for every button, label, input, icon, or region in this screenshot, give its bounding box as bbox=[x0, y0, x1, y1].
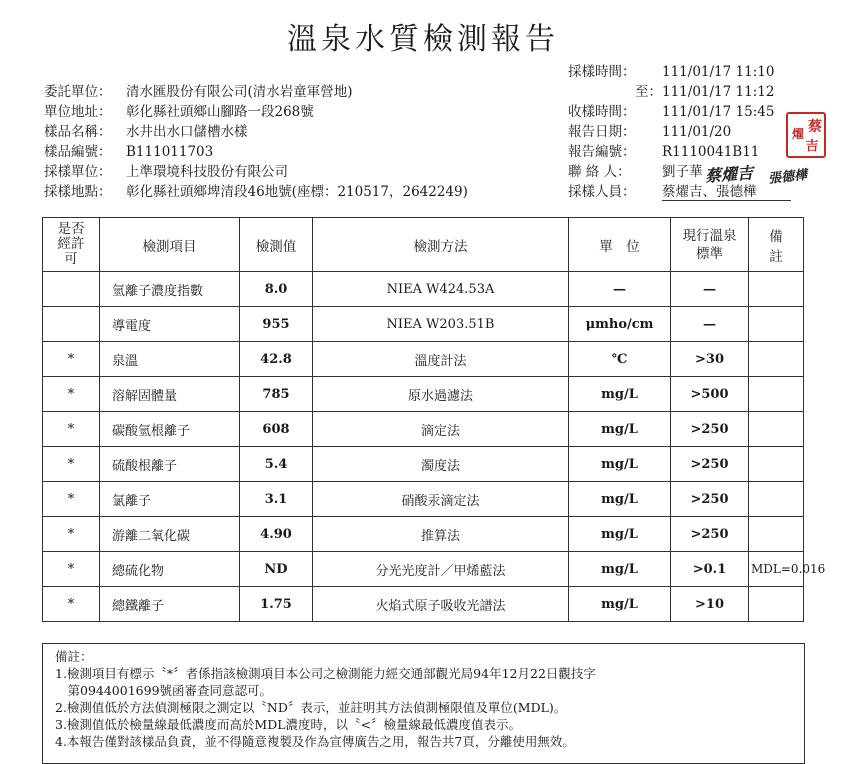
table-row bbox=[43, 412, 804, 447]
info-value: 彰化縣社頭鄉山腳路一段268號 bbox=[126, 104, 314, 120]
cell-standard: >250 bbox=[671, 412, 749, 447]
cell-unit: ℃ bbox=[569, 342, 671, 377]
note-line: 第0944001699號函審查同意認可。 bbox=[55, 683, 273, 698]
table-row bbox=[43, 342, 804, 377]
meta-row-contact bbox=[568, 162, 791, 182]
cell-remark: MDL=0.016 bbox=[749, 552, 804, 587]
cell-accredited: * bbox=[43, 412, 100, 447]
meta-row-samplers bbox=[568, 182, 791, 202]
cell-method: 推算法 bbox=[313, 517, 569, 552]
info-row-client bbox=[44, 82, 468, 102]
info-value: 彰化縣社頭鄉埤清段46地號(座標：210517，2642249) bbox=[126, 184, 468, 200]
cell-standard: >500 bbox=[671, 377, 749, 412]
cell-accredited: * bbox=[43, 517, 100, 552]
meta-label: 聯 絡 人： bbox=[568, 164, 631, 180]
header-value: 檢測值 bbox=[240, 218, 313, 272]
note-line: 3.檢測值低於檢量線最低濃度而高於MDL濃度時，以〝<〞檢量線最低濃度值表示。 bbox=[55, 717, 522, 732]
cell-remark bbox=[749, 447, 804, 482]
cell-standard: >30 bbox=[671, 342, 749, 377]
meta-label: 報告日期： bbox=[568, 124, 636, 140]
cell-accredited: * bbox=[43, 587, 100, 622]
cell-value: 5.4 bbox=[240, 447, 313, 482]
cell-value: 42.8 bbox=[240, 342, 313, 377]
cell-item: 氯離子 bbox=[100, 482, 240, 517]
info-row-sample-id bbox=[44, 142, 468, 162]
notes-box bbox=[42, 643, 805, 764]
meta-row-report-date bbox=[568, 122, 791, 142]
seal-stamp bbox=[786, 112, 826, 158]
cell-standard: >250 bbox=[671, 517, 749, 552]
cell-remark bbox=[749, 272, 804, 307]
cell-accredited bbox=[43, 307, 100, 342]
meta-value: 111/01/20 bbox=[662, 124, 732, 140]
meta-value: 111/01/17 15:45 bbox=[662, 104, 775, 120]
cell-value: 4.90 bbox=[240, 517, 313, 552]
svg-text:蔡: 蔡 bbox=[808, 119, 822, 135]
table-row bbox=[43, 587, 804, 622]
cell-remark bbox=[749, 342, 804, 377]
meta-label: 採樣時間： bbox=[568, 64, 636, 80]
cell-standard: — bbox=[671, 307, 749, 342]
info-value: 清水匯股份有限公司(清水岩童軍營地) bbox=[126, 84, 353, 100]
info-value: B111011703 bbox=[126, 144, 214, 160]
meta-value: 蔡燿吉、張德樺 bbox=[662, 184, 791, 201]
header-accredited: 是否經許可 bbox=[43, 218, 100, 272]
cell-unit: μmho/cm bbox=[569, 307, 671, 342]
contact-signature: 蔡燿吉 bbox=[704, 163, 754, 186]
cell-item: 游離二氧化碳 bbox=[100, 517, 240, 552]
report-meta bbox=[568, 62, 791, 202]
info-row-sample-name bbox=[44, 122, 468, 142]
meta-value: 111/01/17 11:12 bbox=[662, 84, 775, 100]
cell-method: 濁度法 bbox=[313, 447, 569, 482]
client-info bbox=[44, 82, 468, 202]
cell-remark bbox=[749, 307, 804, 342]
cell-unit: mg/L bbox=[569, 447, 671, 482]
table-row bbox=[43, 307, 804, 342]
cell-unit: mg/L bbox=[569, 587, 671, 622]
cell-unit: mg/L bbox=[569, 482, 671, 517]
seal-stamp-graphic bbox=[788, 114, 824, 156]
meta-value: R1110041B11 bbox=[662, 144, 760, 160]
cell-value: 608 bbox=[240, 412, 313, 447]
cell-remark bbox=[749, 587, 804, 622]
meta-row-report-number bbox=[568, 142, 791, 162]
info-label: 委託單位： bbox=[44, 84, 112, 100]
cell-unit: mg/L bbox=[569, 377, 671, 412]
cell-item: 溶解固體量 bbox=[100, 377, 240, 412]
table-row bbox=[43, 552, 804, 587]
table-row bbox=[43, 447, 804, 482]
cell-value: 955 bbox=[240, 307, 313, 342]
cell-remark bbox=[749, 517, 804, 552]
info-label: 採樣單位： bbox=[44, 164, 112, 180]
cell-value: ND bbox=[240, 552, 313, 587]
cell-accredited: * bbox=[43, 377, 100, 412]
cell-remark bbox=[749, 482, 804, 517]
info-label: 採樣地點： bbox=[44, 184, 112, 200]
cell-item: 碳酸氫根離子 bbox=[100, 412, 240, 447]
cell-method: NIEA W424.53A bbox=[313, 272, 569, 307]
cell-standard: >250 bbox=[671, 447, 749, 482]
cell-unit: — bbox=[569, 272, 671, 307]
meta-label: 收樣時間： bbox=[568, 104, 636, 120]
cell-accredited bbox=[43, 272, 100, 307]
cell-unit: mg/L bbox=[569, 552, 671, 587]
svg-text:吉: 吉 bbox=[805, 139, 819, 154]
cell-item: 硫酸根離子 bbox=[100, 447, 240, 482]
meta-row-until bbox=[568, 82, 791, 102]
header-unit: 單 位 bbox=[569, 218, 671, 272]
info-row-address bbox=[44, 102, 468, 122]
results-table bbox=[42, 217, 826, 622]
cell-accredited: * bbox=[43, 447, 100, 482]
info-value: 上準環境科技股份有限公司 bbox=[126, 164, 288, 180]
meta-row-sampling-time bbox=[568, 62, 791, 82]
cell-value: 1.75 bbox=[240, 587, 313, 622]
cell-item: 導電度 bbox=[100, 307, 240, 342]
notes-title: 備註： bbox=[55, 649, 93, 664]
table-row bbox=[43, 377, 804, 412]
info-label: 樣品編號： bbox=[44, 144, 112, 160]
meta-label: 至： bbox=[635, 84, 662, 100]
cell-standard: >250 bbox=[671, 482, 749, 517]
cell-value: 785 bbox=[240, 377, 313, 412]
cell-method: 溫度計法 bbox=[313, 342, 569, 377]
meta-value: 劉子華 bbox=[662, 164, 703, 180]
cell-value: 8.0 bbox=[240, 272, 313, 307]
cell-remark bbox=[749, 377, 804, 412]
cell-method: 火焰式原子吸收光譜法 bbox=[313, 587, 569, 622]
cell-method: 分光光度計／甲烯藍法 bbox=[313, 552, 569, 587]
cell-standard: >0.1 bbox=[671, 552, 749, 587]
cell-method: NIEA W203.51B bbox=[313, 307, 569, 342]
cell-value: 3.1 bbox=[240, 482, 313, 517]
cell-item: 總鐵離子 bbox=[100, 587, 240, 622]
table-row bbox=[43, 272, 804, 307]
header-remark: 備 註 bbox=[749, 218, 804, 272]
meta-label: 採樣人員： bbox=[568, 184, 636, 200]
info-label: 單位地址： bbox=[44, 104, 112, 120]
info-row-sampling-unit bbox=[44, 162, 468, 182]
note-line: 2.檢測值低於方法偵測極限之測定以〝ND〞表示，並註明其方法偵測極限值及單位(MDL)。 bbox=[55, 700, 567, 715]
table-row bbox=[43, 482, 804, 517]
svg-text:燿: 燿 bbox=[791, 127, 805, 141]
meta-value: 111/01/17 11:10 bbox=[662, 64, 775, 80]
cell-method: 原水過濾法 bbox=[313, 377, 569, 412]
note-line: 4.本報告僅對該樣品負責，並不得隨意複製及作為宣傳廣告之用，報告共7頁，分離使用無效。 bbox=[55, 734, 575, 749]
cell-standard: — bbox=[671, 272, 749, 307]
cell-method: 硝酸汞滴定法 bbox=[313, 482, 569, 517]
cell-accredited: * bbox=[43, 342, 100, 377]
info-row-sampling-location bbox=[44, 182, 468, 202]
meta-label: 報告編號： bbox=[568, 144, 636, 160]
cell-item: 氫離子濃度指數 bbox=[100, 272, 240, 307]
cell-accredited: * bbox=[43, 552, 100, 587]
cell-item: 泉溫 bbox=[100, 342, 240, 377]
cell-item: 總硫化物 bbox=[100, 552, 240, 587]
cell-standard: >10 bbox=[671, 587, 749, 622]
sampler-signature: 張德樺 bbox=[767, 167, 808, 187]
note-line: 1.檢測項目有標示〝*〞者係指該檢測項目本公司之檢測能力經交通部觀光局94年12月22日觀技字 bbox=[55, 666, 596, 681]
header-method: 檢測方法 bbox=[313, 218, 569, 272]
cell-unit: mg/L bbox=[569, 412, 671, 447]
cell-remark bbox=[749, 412, 804, 447]
cell-unit: mg/L bbox=[569, 517, 671, 552]
report-title: 溫泉水質檢測報告 bbox=[287, 22, 559, 57]
table-header-row bbox=[43, 218, 804, 272]
header-standard: 現行溫泉標準 bbox=[671, 218, 749, 272]
meta-row-received-time bbox=[568, 102, 791, 122]
header-item: 檢測項目 bbox=[100, 218, 240, 272]
table-row bbox=[43, 517, 804, 552]
cell-method: 滴定法 bbox=[313, 412, 569, 447]
table-body bbox=[43, 272, 826, 622]
cell-accredited: * bbox=[43, 482, 100, 517]
info-value: 水井出水口儲槽水樣 bbox=[126, 124, 248, 140]
info-label: 樣品名稱： bbox=[44, 124, 112, 140]
